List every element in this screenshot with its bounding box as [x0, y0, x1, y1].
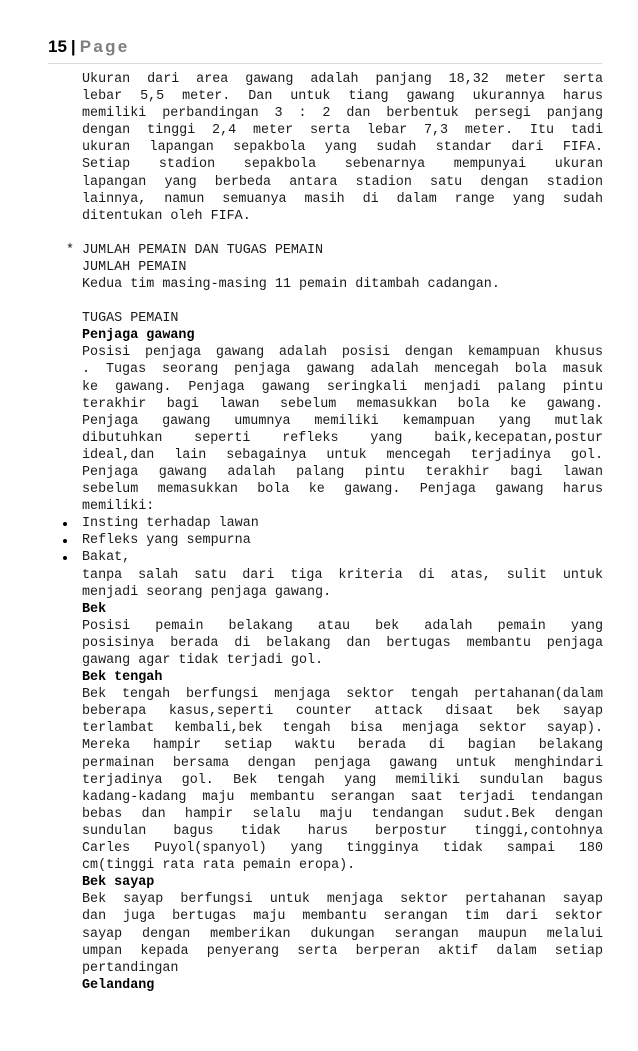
subheading-tugas-pemain: TUGAS PEMAIN [82, 311, 179, 327]
bek-sayap-paragraph [82, 891, 603, 976]
text-line: bebas dan hampir selalu maju tendangan sudut.Bek dengan [82, 806, 603, 822]
text-line: lainnya, namun semuanya masih di dalam range yang sudah [82, 191, 603, 207]
heading-penjaga-gawang: Penjaga gawang [82, 328, 195, 344]
bek-tengah-paragraph [82, 686, 603, 874]
text-line: umpan kepada penyerang serta berperan aktif dalam setiap [82, 943, 603, 959]
text-line: kadang-kadang maju membantu serangan saat terjadi tendangan [82, 789, 603, 805]
text-line: lapangan yang berbeda antara stadion satu dengan stadion [82, 174, 603, 190]
text-line: sayap dengan memberikan dukungan serangan maupun melalui [82, 926, 603, 942]
page-header [48, 37, 602, 64]
bullet-icon [63, 539, 67, 543]
text-line: dan juga bertugas maju membantu serangan tim dari sektor [82, 909, 603, 925]
text-line: tanpa salah satu dari tiga kriteria di atas, sulit untuk [82, 567, 603, 583]
page-label: Page [79, 37, 130, 56]
text-line: pertandingan [82, 960, 179, 976]
text-line: Posisi pemain belakang atau bek adalah pemain yang [82, 618, 603, 634]
text-line: permainan bersama dengan penjaga gawang untuk menghindari [82, 755, 603, 771]
text-line: cm(tinggi rata rata pemain eropa). [82, 858, 356, 874]
jumlah-text: Kedua tim masing-masing 11 pemain ditambah cadangan. [82, 277, 500, 293]
text-line: sundulan bagus tidak harus berpostur tinggi,contohnya [82, 823, 603, 839]
text-line: Ukuran dari area gawang adalah panjang 18,32 meter serta [82, 72, 603, 87]
section-title: JUMLAH PEMAIN DAN TUGAS PEMAIN [82, 242, 324, 258]
text-line: Carles Puyol(spanyol) yang tingginya tidak sampai 180 [82, 841, 603, 857]
text-line: . Tugas seorang penjaga gawang adalah mencegah bola masuk [82, 362, 603, 378]
text-line: terakhir bagi lawan sebelum memasukkan bola ke gawang. [82, 396, 603, 412]
text-line: ukuran lapangan sepakbola yang sudah standar dari FIFA. [82, 140, 603, 156]
heading-bek: Bek [82, 601, 107, 617]
text-line: Posisi penjaga gawang adalah posisi dengan kemampuan khusus [82, 345, 603, 361]
text-line: Penjaga gawang umumnya memiliki kemampuan yang mutlak [82, 413, 603, 429]
list-item: Insting terhadap lawan [82, 515, 603, 532]
page-separator: | [70, 37, 76, 56]
text-line: Setiap stadion sepakbola sebenarnya mempunyai ukuran [82, 157, 603, 173]
text-line: Mereka hampir setiap waktu berada di bagian belakang [82, 738, 603, 754]
text-line: posisinya berada di belakang dan bertugas membantu penjaga [82, 635, 603, 651]
text-line: gawang agar tidak terjadi gol. [82, 653, 324, 668]
text-line: Bek sayap berfungsi untuk menjaga sektor pertahanan sayap [82, 892, 603, 908]
heading-bek-sayap: Bek sayap [82, 875, 155, 891]
text-line: menjadi seorang penjaga gawang. [82, 584, 332, 600]
text-line: ke gawang. Penjaga gawang seringkali menjadi palang pintu [82, 379, 603, 395]
text-line: sebelum memasukkan bola ke gawang. Penjaga gawang harus [82, 482, 603, 498]
section-jumlah-tugas [66, 242, 603, 293]
bullet-icon [63, 556, 67, 560]
text-line: dibutuhkan seperti refleks yang baik,kecepatan,postur [82, 430, 603, 446]
list-item: Bakat, [82, 549, 603, 566]
text-line: Bek tengah berfungsi menjaga sektor tengah pertahanan(dalam [82, 687, 603, 703]
subheading-jumlah-pemain: JUMLAH PEMAIN [82, 259, 187, 275]
text-line: ditentukan oleh FIFA. [82, 208, 251, 224]
text-line: memiliki: [82, 499, 155, 515]
heading-bek-tengah: Bek tengah [82, 670, 163, 686]
text-line: ideal,dan lain sebagainya untuk mencegah terjadinya gol. [82, 447, 603, 463]
text-line: beberapa kasus,seperti counter attack disaat bek sayap [82, 704, 603, 720]
document-body [66, 71, 603, 994]
page-number: 15 [48, 37, 67, 56]
penjaga-after-paragraph [82, 567, 603, 601]
text-line: terlambat kembali,bek tengah bisa menjaga sektor sayap). [82, 721, 603, 737]
text-line: dengan tinggi 2,4 meter serta lebar 7,3 meter. Itu tadi [82, 123, 603, 139]
text-line: terjadinya gol. Bek tengah yang memiliki sundulan bagus [82, 772, 603, 788]
bullet-icon [63, 522, 67, 526]
star-marker: * [66, 242, 75, 258]
text-line: lebar 5,5 meter. Dan untuk tiang gawang ukurannya harus [82, 89, 603, 105]
text-line: Penjaga gawang adalah palang pintu terakhir bagi lawan [82, 464, 603, 480]
text-line: memiliki perbandingan 3 : 2 dan berbentuk persegi panjang [82, 106, 603, 122]
list-item: Refleks yang sempurna [82, 532, 603, 549]
criteria-list [82, 515, 603, 566]
bek-paragraph [82, 618, 603, 669]
heading-gelandang: Gelandang [82, 977, 155, 993]
intro-paragraph [82, 71, 603, 225]
penjaga-paragraph [82, 344, 603, 515]
